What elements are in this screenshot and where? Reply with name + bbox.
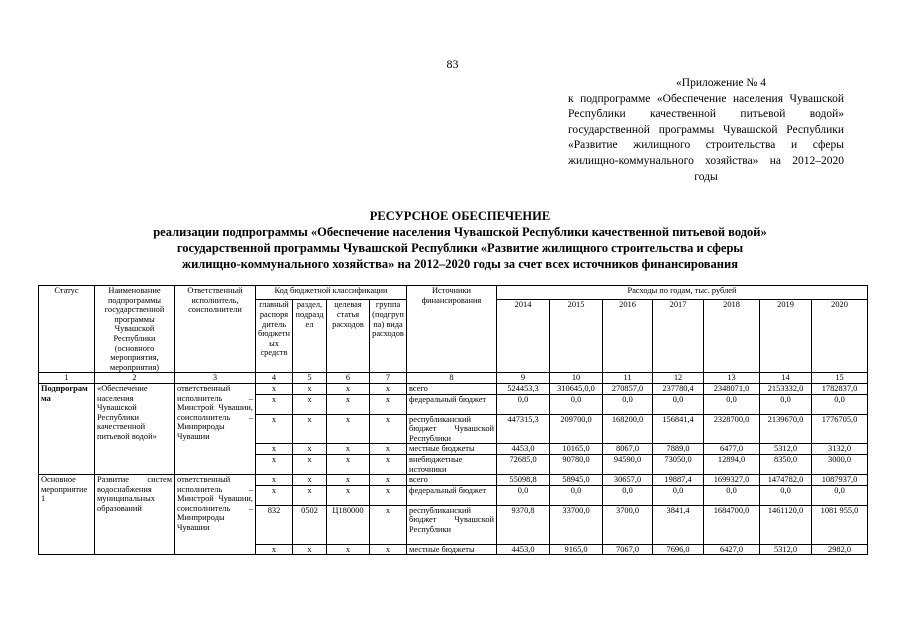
expense-value: 4453,0 bbox=[497, 544, 550, 555]
expense-value: 6477,0 bbox=[704, 444, 760, 455]
row-name: Развитие систем водоснабжения муниципальных образований bbox=[95, 475, 175, 555]
expense-value: 1699327,0 bbox=[704, 475, 760, 486]
header-sources: Источники финансирования bbox=[407, 286, 497, 373]
column-number: 2 bbox=[95, 373, 175, 384]
document-title bbox=[60, 208, 860, 272]
budget-code-cell: x bbox=[327, 383, 370, 394]
expense-value: 168200,0 bbox=[603, 414, 653, 444]
header-year: 2019 bbox=[760, 300, 812, 373]
expense-value: 0,0 bbox=[550, 485, 603, 505]
expense-value: 33700,0 bbox=[550, 505, 603, 544]
expense-value: 3700,0 bbox=[603, 505, 653, 544]
expense-value: 237780,4 bbox=[653, 383, 704, 394]
column-number: 13 bbox=[704, 373, 760, 384]
expense-value: 6427,0 bbox=[704, 544, 760, 555]
column-number: 4 bbox=[256, 373, 293, 384]
expense-value: 0,0 bbox=[550, 394, 603, 414]
budget-code-cell: 832 bbox=[256, 505, 293, 544]
column-number: 9 bbox=[497, 373, 550, 384]
expense-value: 94590,0 bbox=[603, 454, 653, 474]
expense-value: 2982,0 bbox=[812, 544, 868, 555]
column-number: 8 bbox=[407, 373, 497, 384]
header-name: Наименование подпрограммы государственной программы Чувашской Республики (основного мероприятия, мероприятия) bbox=[95, 286, 175, 373]
budget-code-cell: x bbox=[293, 475, 327, 486]
header-row-1 bbox=[39, 286, 868, 300]
funding-source: всего bbox=[407, 475, 497, 486]
appendix-note bbox=[568, 76, 844, 185]
expense-value: 524453,3 bbox=[497, 383, 550, 394]
column-number: 10 bbox=[550, 373, 603, 384]
expense-value: 4453,0 bbox=[497, 444, 550, 455]
expense-value: 310645,0,0 bbox=[550, 383, 603, 394]
column-number: 7 bbox=[370, 373, 407, 384]
expense-value: 3000,0 bbox=[812, 454, 868, 474]
expense-value: 30657,0 bbox=[603, 475, 653, 486]
budget-code-cell: x bbox=[256, 544, 293, 555]
budget-code-cell: x bbox=[327, 475, 370, 486]
expense-value: 1684700,0 bbox=[704, 505, 760, 544]
expense-value: 9370,8 bbox=[497, 505, 550, 544]
appendix-body: к подпрограмме «Обеспечение населения Чувашской Республики качественной питьевой водой» государственной программы Чувашской Республики «Развитие жилищного строительства и сферы жилищно-коммунального хозяйства» на 2012–2020 годы bbox=[568, 92, 844, 183]
column-number: 6 bbox=[327, 373, 370, 384]
budget-code-cell: x bbox=[256, 414, 293, 444]
expense-value: 2348071,0 bbox=[704, 383, 760, 394]
budget-code-cell: x bbox=[327, 454, 370, 474]
header-status: Статус bbox=[39, 286, 95, 373]
expense-value: 2153332,0 bbox=[760, 383, 812, 394]
title-line-1: РЕСУРСНОЕ ОБЕСПЕЧЕНИЕ bbox=[369, 209, 551, 223]
expense-value: 72685,0 bbox=[497, 454, 550, 474]
expense-value: 58945,0 bbox=[550, 475, 603, 486]
expense-value: 3132,0 bbox=[812, 444, 868, 455]
expense-value: 12894,0 bbox=[704, 454, 760, 474]
resource-table bbox=[38, 285, 868, 555]
row-responsible: ответственный исполнитель – Минстрой Чувашии, соисполнитель – Минприроды Чувашии bbox=[175, 475, 256, 555]
budget-code-cell: x bbox=[293, 444, 327, 455]
header-year: 2017 bbox=[653, 300, 704, 373]
budget-code-cell: x bbox=[256, 485, 293, 505]
funding-source: местные бюджеты bbox=[407, 444, 497, 455]
expense-value: 3841,4 bbox=[653, 505, 704, 544]
expense-value: 90780,0 bbox=[550, 454, 603, 474]
expense-value: 19887,4 bbox=[653, 475, 704, 486]
budget-code-cell: x bbox=[256, 444, 293, 455]
budget-code-cell: x bbox=[327, 394, 370, 414]
expense-value: 1782837,0 bbox=[812, 383, 868, 394]
column-number: 12 bbox=[653, 373, 704, 384]
budget-code-cell: Ц180000 bbox=[327, 505, 370, 544]
budget-code-cell: x bbox=[327, 444, 370, 455]
header-expenses: Расходы по годам, тыс. рублей bbox=[497, 286, 868, 300]
funding-source: республиканский бюджет Чувашской Республики bbox=[407, 505, 497, 544]
expense-value: 8350,0 bbox=[760, 454, 812, 474]
header-group: группа (подгруппа) вида расходов bbox=[370, 300, 407, 373]
budget-code-cell: x bbox=[293, 454, 327, 474]
header-responsible: Ответственный исполнитель, соисполнители bbox=[175, 286, 256, 373]
expense-value: 0,0 bbox=[603, 485, 653, 505]
budget-code-cell: x bbox=[370, 444, 407, 455]
expense-value: 10165,0 bbox=[550, 444, 603, 455]
table-row bbox=[39, 475, 868, 486]
funding-source: федеральный бюджет bbox=[407, 485, 497, 505]
budget-code-cell: x bbox=[370, 454, 407, 474]
expense-value: 1776705,0 bbox=[812, 414, 868, 444]
page-number: 83 bbox=[446, 57, 459, 71]
expense-value: 0,0 bbox=[760, 485, 812, 505]
budget-code-cell: x bbox=[256, 454, 293, 474]
header-year: 2014 bbox=[497, 300, 550, 373]
budget-code-cell: x bbox=[293, 394, 327, 414]
funding-source: внебюджетные источники bbox=[407, 454, 497, 474]
expense-value: 1461120,0 bbox=[760, 505, 812, 544]
expense-value: 5312,0 bbox=[760, 444, 812, 455]
header-year: 2018 bbox=[704, 300, 760, 373]
budget-code-cell: x bbox=[293, 414, 327, 444]
column-number: 3 bbox=[175, 373, 256, 384]
budget-code-cell: x bbox=[370, 485, 407, 505]
header-year: 2020 bbox=[812, 300, 868, 373]
expense-value: 209700,0 bbox=[550, 414, 603, 444]
column-number: 5 bbox=[293, 373, 327, 384]
header-section: раздел, подраздел bbox=[293, 300, 327, 373]
budget-code-cell: x bbox=[370, 414, 407, 444]
expense-value: 0,0 bbox=[812, 485, 868, 505]
column-number-row bbox=[39, 373, 868, 384]
row-status: Подпрограмма bbox=[39, 383, 95, 474]
column-number: 14 bbox=[760, 373, 812, 384]
expense-value: 0,0 bbox=[760, 394, 812, 414]
expense-value: 0,0 bbox=[812, 394, 868, 414]
funding-source: местные бюджеты bbox=[407, 544, 497, 555]
expense-value: 55098,8 bbox=[497, 475, 550, 486]
budget-code-cell: x bbox=[256, 475, 293, 486]
expense-value: 0,0 bbox=[704, 485, 760, 505]
budget-code-cell: x bbox=[293, 544, 327, 555]
budget-code-cell: x bbox=[370, 383, 407, 394]
expense-value: 1087937,0 bbox=[812, 475, 868, 486]
expense-value: 270857,0 bbox=[603, 383, 653, 394]
expense-value: 2328700,0 bbox=[704, 414, 760, 444]
expense-value: 7067,0 bbox=[603, 544, 653, 555]
budget-code-cell: x bbox=[256, 394, 293, 414]
column-number: 1 bbox=[39, 373, 95, 384]
expense-value: 0,0 bbox=[704, 394, 760, 414]
expense-value: 2139670,0 bbox=[760, 414, 812, 444]
budget-code-cell: x bbox=[370, 394, 407, 414]
header-year: 2016 bbox=[603, 300, 653, 373]
expense-value: 5312,0 bbox=[760, 544, 812, 555]
expense-value: 0,0 bbox=[497, 394, 550, 414]
row-name: «Обеспечение населения Чувашской Республики качественной питьевой водой» bbox=[95, 383, 175, 474]
expense-value: 9165,0 bbox=[550, 544, 603, 555]
budget-code-cell: x bbox=[293, 485, 327, 505]
expense-value: 1081 955,0 bbox=[812, 505, 868, 544]
header-year: 2015 bbox=[550, 300, 603, 373]
funding-source: республиканский бюджет Чувашской Республики bbox=[407, 414, 497, 444]
table-row bbox=[39, 383, 868, 394]
expense-value: 0,0 bbox=[497, 485, 550, 505]
expense-value: 0,0 bbox=[603, 394, 653, 414]
budget-code-cell: x bbox=[370, 544, 407, 555]
expense-value: 447315,3 bbox=[497, 414, 550, 444]
expense-value: 7696,0 bbox=[653, 544, 704, 555]
column-number: 11 bbox=[603, 373, 653, 384]
expense-value: 73050,0 bbox=[653, 454, 704, 474]
budget-code-cell: x bbox=[370, 475, 407, 486]
budget-code-cell: x bbox=[293, 383, 327, 394]
budget-code-cell: x bbox=[327, 414, 370, 444]
expense-value: 156841,4 bbox=[653, 414, 704, 444]
funding-source: всего bbox=[407, 383, 497, 394]
title-line-3: государственной программы Чувашской Республики «Развитие жилищного строительства и сферы bbox=[176, 241, 744, 255]
expense-value: 1474782,0 bbox=[760, 475, 812, 486]
title-line-2: реализации подпрограммы «Обеспечение населения Чувашской Республики качественной питьевой водой» bbox=[153, 225, 767, 239]
expense-value: 7889,0 bbox=[653, 444, 704, 455]
expense-value: 0,0 bbox=[653, 485, 704, 505]
appendix-heading: «Приложение № 4 bbox=[676, 77, 766, 89]
row-status: Основное мероприятие 1 bbox=[39, 475, 95, 555]
expense-value: 0,0 bbox=[653, 394, 704, 414]
budget-code-cell: x bbox=[370, 505, 407, 544]
title-line-4: жилищно-коммунального хозяйства» на 2012–2020 годы за счет всех источников финансирования bbox=[182, 257, 738, 271]
header-target: целевая статья расходов bbox=[327, 300, 370, 373]
expense-value: 8067,0 bbox=[603, 444, 653, 455]
budget-code-cell: x bbox=[256, 383, 293, 394]
budget-code-cell: 0502 bbox=[293, 505, 327, 544]
budget-code-cell: x bbox=[327, 485, 370, 505]
header-grbs: главный распорядитель бюджетных средств bbox=[256, 300, 293, 373]
budget-code-cell: x bbox=[327, 544, 370, 555]
funding-source: федеральный бюджет bbox=[407, 394, 497, 414]
column-number: 15 bbox=[812, 373, 868, 384]
row-responsible: ответственный исполнитель – Минстрой Чувашии, соисполнитель – Минприроды Чувашии bbox=[175, 383, 256, 474]
header-budget-code: Код бюджетной классификации bbox=[256, 286, 407, 300]
